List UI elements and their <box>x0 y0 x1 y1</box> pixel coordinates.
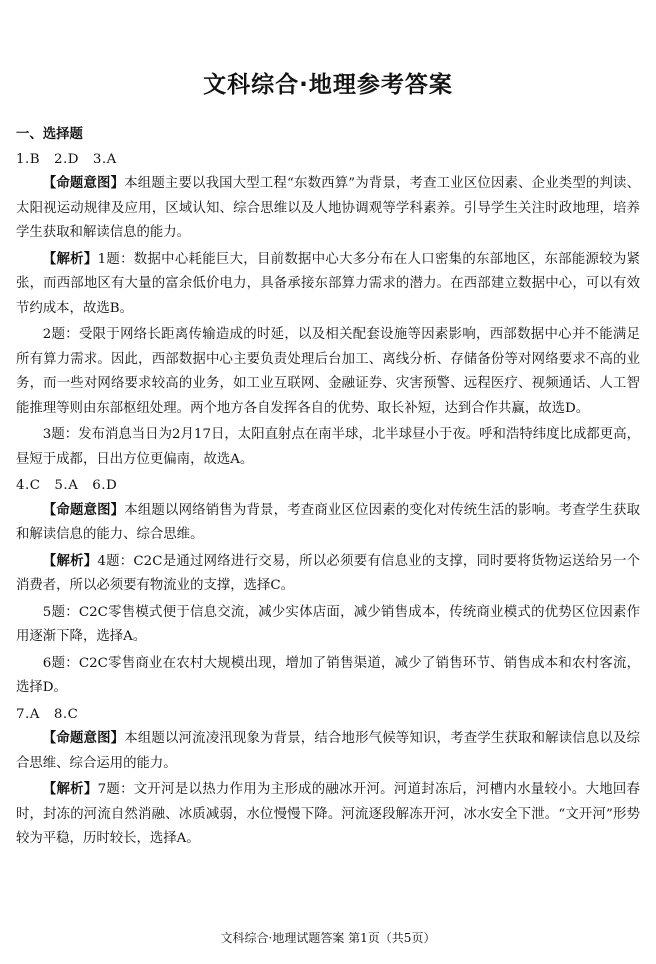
paragraph <box>16 601 640 650</box>
paragraph <box>16 727 640 776</box>
paragraph-tag: 【命题意图】 <box>42 731 125 746</box>
paragraph-text: 本组题以河流凌汛现象为背景，结合地形气候等知识，考查学生获取和解读信息以及综合思维、综合运用的能力。 <box>16 731 641 771</box>
paragraph-text: 7题：文开河是以热力作用为主形成的融冰开河。河道封冻后，河槽内水量较小。大地回春时，封冻的河流自然消融、冰质减弱，水位慢慢下降。河流逐段解冻开河，冰水安全下泄。“文开河”形势较为平稳，历时较长，选择A。 <box>16 782 640 846</box>
document-body <box>16 123 640 854</box>
section-heading: 一、选择题 <box>16 127 83 142</box>
paragraph-text: 本组题以网络销售为背景，考查商业区位因素的变化对传统生活的影响。考查学生获取和解读信息的能力、综合思维。 <box>16 502 641 542</box>
paragraph-text: 4题：C2C是通过网络进行交易，所以必须要有信息业的支撑，同时要将货物运送给另一个消费者，所以必须要有物流业的支撑，选择C。 <box>16 553 640 593</box>
paragraph <box>16 172 640 246</box>
page-footer: 文科综合·地理试题答案 第1页（共5页） <box>220 931 436 945</box>
paragraph-tag: 【解析】 <box>42 553 98 569</box>
paragraph <box>16 778 640 852</box>
answer-line: 1.B 2.D 3.A <box>16 151 117 167</box>
paragraph-text: 3题：发布消息当日为2月17日，太阳直射点在南半球，北半球昼小于夜。呼和浩特纬度比成都更高，昼短于成都，日出方位更偏南，故选A。 <box>16 427 640 467</box>
paragraph-text: 本组题主要以我国大型工程“东数西算”为背景，考查工业区位因素、企业类型的判读、太阳视运动规律及应用，区域认知、综合思维以及人地协调观等学科素养。引导学生关注时政地理，培养学生获取和解读信息的能力。 <box>16 176 640 240</box>
paragraph <box>16 248 640 322</box>
paragraph-tag: 【命题意图】 <box>42 502 125 518</box>
question-group-3 <box>16 703 640 852</box>
answer-line: 7.A 8.C <box>16 706 79 722</box>
paragraph-tag: 【解析】 <box>42 251 98 267</box>
paragraph-text: 1题：数据中心耗能巨大，目前数据中心大多分布在人口密集的东部地区，东部能源较为紧张，而西部地区有大量的富余低价电力，具备承接东部算力需求的潜力。在西部建立数据中心，可以有效节约成本，故选B。 <box>16 251 640 316</box>
paragraph <box>16 652 640 701</box>
paragraph-text: 6题：C2C零售商业在农村大规模出现，增加了销售渠道，减少了销售环节、销售成本和农村客流，选择D。 <box>16 655 640 695</box>
paragraph <box>16 550 640 599</box>
page-title: 文科综合·地理参考答案 <box>203 72 453 98</box>
answer-line: 4.C 5.A 6.D <box>16 478 118 493</box>
question-group-1 <box>16 148 640 473</box>
paragraph <box>16 499 640 548</box>
question-group-2 <box>16 474 640 701</box>
paragraph <box>16 323 640 421</box>
paragraph-tag: 【命题意图】 <box>42 176 125 191</box>
paragraph-text: 5题：C2C零售模式便于信息交流，减少实体店面，减少销售成本，传统商业模式的优势区位因素作用逐渐下降，选择A。 <box>16 604 640 644</box>
paragraph <box>16 423 640 472</box>
paragraph-text: 2题：受限于网络长距离传输造成的时延，以及相关配套设施等因素影响，西部数据中心并不能满足所有算力需求。因此，西部数据中心主要负责处理后台加工、离线分析、存储备份等对网络要求不高的业务，而一些对网络要求较高的业务，如工业互联网、金融证券、灾害预警、远程医疗、视频通话、人工智能推理等则由东部枢纽处理。两个地方各自发挥各自的优势、取长补短，达到合作共赢，故选D。 <box>16 327 640 416</box>
paragraph-tag: 【解析】 <box>42 782 98 797</box>
